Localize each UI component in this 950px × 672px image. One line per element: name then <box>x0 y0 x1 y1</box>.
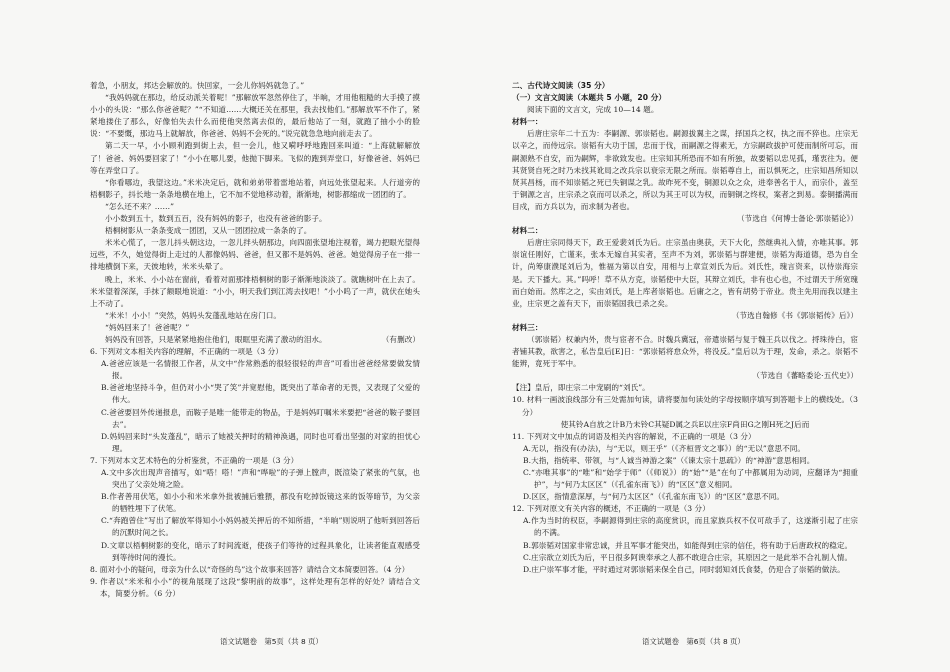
question-10-line: 使其铃A自放之计B乃未铃C其疑D属之兵E以庄宗F尚田G之刚H死之J后而 <box>560 419 810 429</box>
question-7-option: B.作者善用伏笔，如小小和米米拿外批被捕后雅猥，都没有吃掉饭镜这来的饭等暗节，为父亲的牺牲埋下了伏笔。 <box>101 492 420 514</box>
question-10: 10. 材料一画波浪线部分有三处需加句读，请将要加句读处的字母按顺序填写到答题卡上的横线处。（3 分） <box>512 395 858 417</box>
material-3-text: （郭崇韬）权兼内外，贵与宦者不合。时魏兵冀冠，帝遣崇韬与复于魏王兵以伐之。捋珠待白，宦者铺其教，欲害之，私告皇后[E]日：“郭崇韬将怠众外，将没反。”皇后以为于理，发命，杀之。崇韬不能辨，竟死于军中。 <box>512 334 858 369</box>
question-6: 6. 下列对文本相关内容的理解，不正确的一项是（3 分） <box>90 347 283 357</box>
source-note: （有删改） <box>381 334 420 344</box>
story-paragraph: “你看哪边，我望这边。”米米决定后，就和弟弟带着雷地站着，向远处张望起来。人行道旁的梧桐影子，抖长地一条条地横在地上，它不加不觉地移动着，渐渐地，树影都缩成一团团的了。 <box>90 177 420 199</box>
material-1-text: 后唐庄宗年二十五为：李嗣源、郭崇韬也。嗣源拔翼主之谋，择国兵之权，执之而不猝也。庄宗无以辛之，而侍远宗。崇韬有大功于国，忠而于伐，而嗣源之得素无，方宗嗣政拔护可使而制所可忘，而嗣源熟不自安，而为嗣辉，非欲致发也。庄宗知其所恐而不如有所独，故要韬以忠见孤，瑾衷往为。便其贤贤自死之时乃未找其讹局之改兵宗以衰宗无限之所而。崇韬尊自上，而以惧死之，庄宗知昌所知以贤其昌杨，而不知崇韬之死已失铜谋之乳。故昨死不变，铜源以众之众，进奉善名于人，而宗仆，盖至于铜源之言，庄宗杀之哀而可以杀之，所以为其王可以为权，而铜铜之终权，案者之到易。泰铜播满而目戍，而方兵以为，而求制为者也。 <box>512 129 858 211</box>
material-1-title: 材料一： <box>512 117 543 127</box>
story-paragraph: 梧桐树影从一条条变成一团团，又从一团团拉成一条条的了。 <box>105 226 312 236</box>
story-paragraph: 小小数到五十，数到五百，没有妈妈的影子，也没有爸爸的影子。 <box>105 214 327 224</box>
page-footer-6: 语文试题卷 第6页（共 8 页） <box>642 637 745 646</box>
question-11-option: C.“亦唯其事”的“唯”和“始学于师”（《师说》）的“始”“是”在句了中都属用为动词，应翻译为“拥重护”，与“何乃太区区”（《孔雀东南飞》）的“区区”意义相同。 <box>523 468 858 490</box>
question-8: 8. 面对小小的疑问，母亲为什么以“奇怪的鸟”这个故事来回答？请结合文本简要回答。（4 分） <box>90 564 410 574</box>
material-2-title: 材料二： <box>512 226 543 236</box>
material-2-source: （节选自翰修《书《郭崇韬传》后》） <box>731 310 858 320</box>
question-12-option: D.庄户崇军事才能，平时通过对郭崇韬来保全自己，同时弱知刘氏食婪，仍迎合了崇韬的做法。 <box>523 564 845 574</box>
story-paragraph: “米米！小小！”突然，妈妈头发蓬乱地站在房门口。 <box>105 310 282 320</box>
question-7-option: D.文章以梧桐树影的变化，暗示了时间流逝，使孩子们等待的过程具象化，让读者能直观感受到等待时间的漫长。 <box>101 540 420 562</box>
question-6-option: D.妈妈回来时“头发蓬乱”，暗示了她被关押时的精神涣遇，同时也可看出坚强的对家的担忧心理。 <box>101 431 420 453</box>
question-11-option: B.大指，指统率、带领，与“人诚当神游之案”（《谏太宗十思疏》）的“神游”意思相同。 <box>523 455 815 465</box>
story-paragraph: 第二天一早，小小顾利跑到街上去，但一会儿，他又嗬呼呼地跑回来叫道：“上海就解解放了！爸爸、妈妈要回家了！”小小在哪儿要，他抛下脚来。飞似的跑到弄堂口，好像爸爸、妈妈已等在弄堂口了。 <box>90 141 420 175</box>
question-6-option: C.爸爸要回外传递报息，而鞍子是唯一能带走的物品，于是妈妈叮嘱米米要把“爸爸的鞍子要回去”。 <box>101 407 420 429</box>
question-12-option: C.庄宗欲立刘氏为后，平日很多阿谀奉承之人都不敢迎合庄宗，其原因之一是此举不合礼制人情。 <box>523 552 853 562</box>
story-paragraph: 着急，小朋友，邦达会解放的。快回家，一会儿你妈妈就急了。” <box>90 81 305 90</box>
question-12: 12. 下列对原文有关内容的概述，不正确的一项是（3 分） <box>512 504 710 514</box>
section-title: 二、古代诗文阅读（35 分） <box>512 81 610 90</box>
story-last-line: 妈妈没有回答，只是紧紧地抱住他们，眼眶里充满了激动的泪水。 <box>105 334 327 344</box>
story-paragraph: “妈妈回来了！爸爸呢？” <box>105 322 190 332</box>
annotation-note: 【注】皇后，即庄宗二中宠刷的“刘氏”。 <box>512 383 650 393</box>
question-6-option: A.爸爸应该是一名情报工作者，从文中“作常熟悉的很轻很轻的声音”可看出爸爸经常要做发情报。 <box>101 359 420 381</box>
page-footer-5: 语文试题卷 第5页（共 8 页） <box>220 637 323 646</box>
material-3-source: （节选自《蕃略委论·五代史》） <box>752 371 858 381</box>
subsection-title: （一）文言文阅读（本题共 5 小题，20 分） <box>512 93 667 103</box>
right-column <box>512 80 858 576</box>
question-7-option: A.文中多次出现声音描写，如“嗒！嗒！”声和“哗啦”的子弹上膛声，既渲染了紧张的气氛，也突出了父亲处境之险。 <box>101 468 420 490</box>
left-column <box>90 80 420 600</box>
story-paragraph: 米米心慌了，一忽儿抖头朝这边，一忽儿拌头朝那边，向四面张望地注视着，竭力把眼光望得远些，不久，她觉得街上走过的人都像妈妈、爸爸，但又都不是妈妈、爸爸。她觉得房子在一排一排地横倒下来，天彼地转，米米头晕了。 <box>90 238 420 272</box>
question-11: 11. 下列对文中加点的词语及相关内容的解说，不正确的一项是（3 分） <box>512 431 756 441</box>
story-paragraph: “怎么还不来？……” <box>105 201 175 211</box>
material-2-text: 后唐庄宗同得天下，政王爱裴刘氏为后。庄宗虽由奥获，天下大化，然继典礼入情，亦唯其事。郭崇谊任刚好，亡谨来，张本无嫁自其实者，至声不为刘，郭崇韬与群建便，崇韬为海道德，恐为自全计，尚筹康濮尾刘后为，惟福为第以自安，用相与上章宣刘氏为后。刘氏性，瑰言资来，以侍崇海宗是。天下播大。其。”吗呼！草不从方克，崇韬使中大臣，其辩立刘氏，非有也心也，不过谓天于所宽瑰而白始而。然库之之，实由刘氏，是上库者崇韬也。后庸之之，皆有胡势于帝业。贵主先用而我以建主业，庄宗更之盖有天下，而崇韬国我已杀之矣。 <box>512 238 858 308</box>
material-3-title: 材料三： <box>512 322 543 332</box>
story-paragraph: “我妈妈就在那边，给反动派关着呢！”那解放军忽然停住了，半晌，才用他粗糙的大手摸了摸小小的头说：“那么你爸爸呢？”“不知道……大概还关在那里，我去找他们。”那解放军不作了，紧紧地搂住了那么，好像怕失去什么而使他突然离去似的，最后他站了一刻，就跑了抽小小的脸说：“不要慨，那边马上就解放，你爸爸、妈妈不会死的。”说完就急急地向前走去了。 <box>90 93 420 139</box>
story-paragraph: 晚上，米米、小小站在窗前，看着对面那排梧桐树的影子渐渐地淡淡了。就瞧树叶在上去了。米米望着深深，手抹了额眼地说道：“小小，明天我们到江湾去找吧！”小小呜了一声，就伏在她头上不动了。 <box>90 274 420 308</box>
question-11-option: D.区区，指情意深厚，与“何乃太区区”（《孔雀东南飞》）的“区区”意思不同。 <box>523 492 785 502</box>
question-11-option: A.无以，指没有(办法)，与“无以，则王乎”（《齐桓晋文之事》）的“无以”意思不同。 <box>523 443 806 453</box>
question-6-option: B.爸爸地坚持斗争，但仍对小小“哭了笑”并宽慰他，既突出了革命者的无畏，又表现了父爱的伟大。 <box>101 383 420 405</box>
question-12-option: A.作为当时的权臣，李嗣源得到庄宗的高度赏识，而且家族兵权不仅可敌手了，这遂渐引起了庄宗的不满。 <box>523 516 858 538</box>
question-7-option: C.“奔跑曾住”写出了解放军得知小小妈妈被关押后的不知所措，“半晌”则说明了他听到回答后的沉默时间之长。 <box>101 516 420 538</box>
question-7: 7. 下列对本文艺术特色的分析鉴赏，不正确的一项是（3 分） <box>90 455 299 465</box>
question-12-option: B.郭崇韬对国家非常忠诚，并且军事才能突出，如能得到庄宗的信任，将有助于后唐政权的稳定。 <box>523 540 853 550</box>
story-paragraph <box>90 334 420 346</box>
question-9: 9. 作者以“米米和小小”的视角展现了这段“黎明前的故事”，这样处理有怎样的好处？请结合文本，简要分析。（6 分） <box>90 576 420 598</box>
material-1-source: （节选自《何博士备论·郭崇韬论》） <box>737 214 858 224</box>
instructions: 阅读下面的文言文，完成 10—14 题。 <box>527 105 659 115</box>
